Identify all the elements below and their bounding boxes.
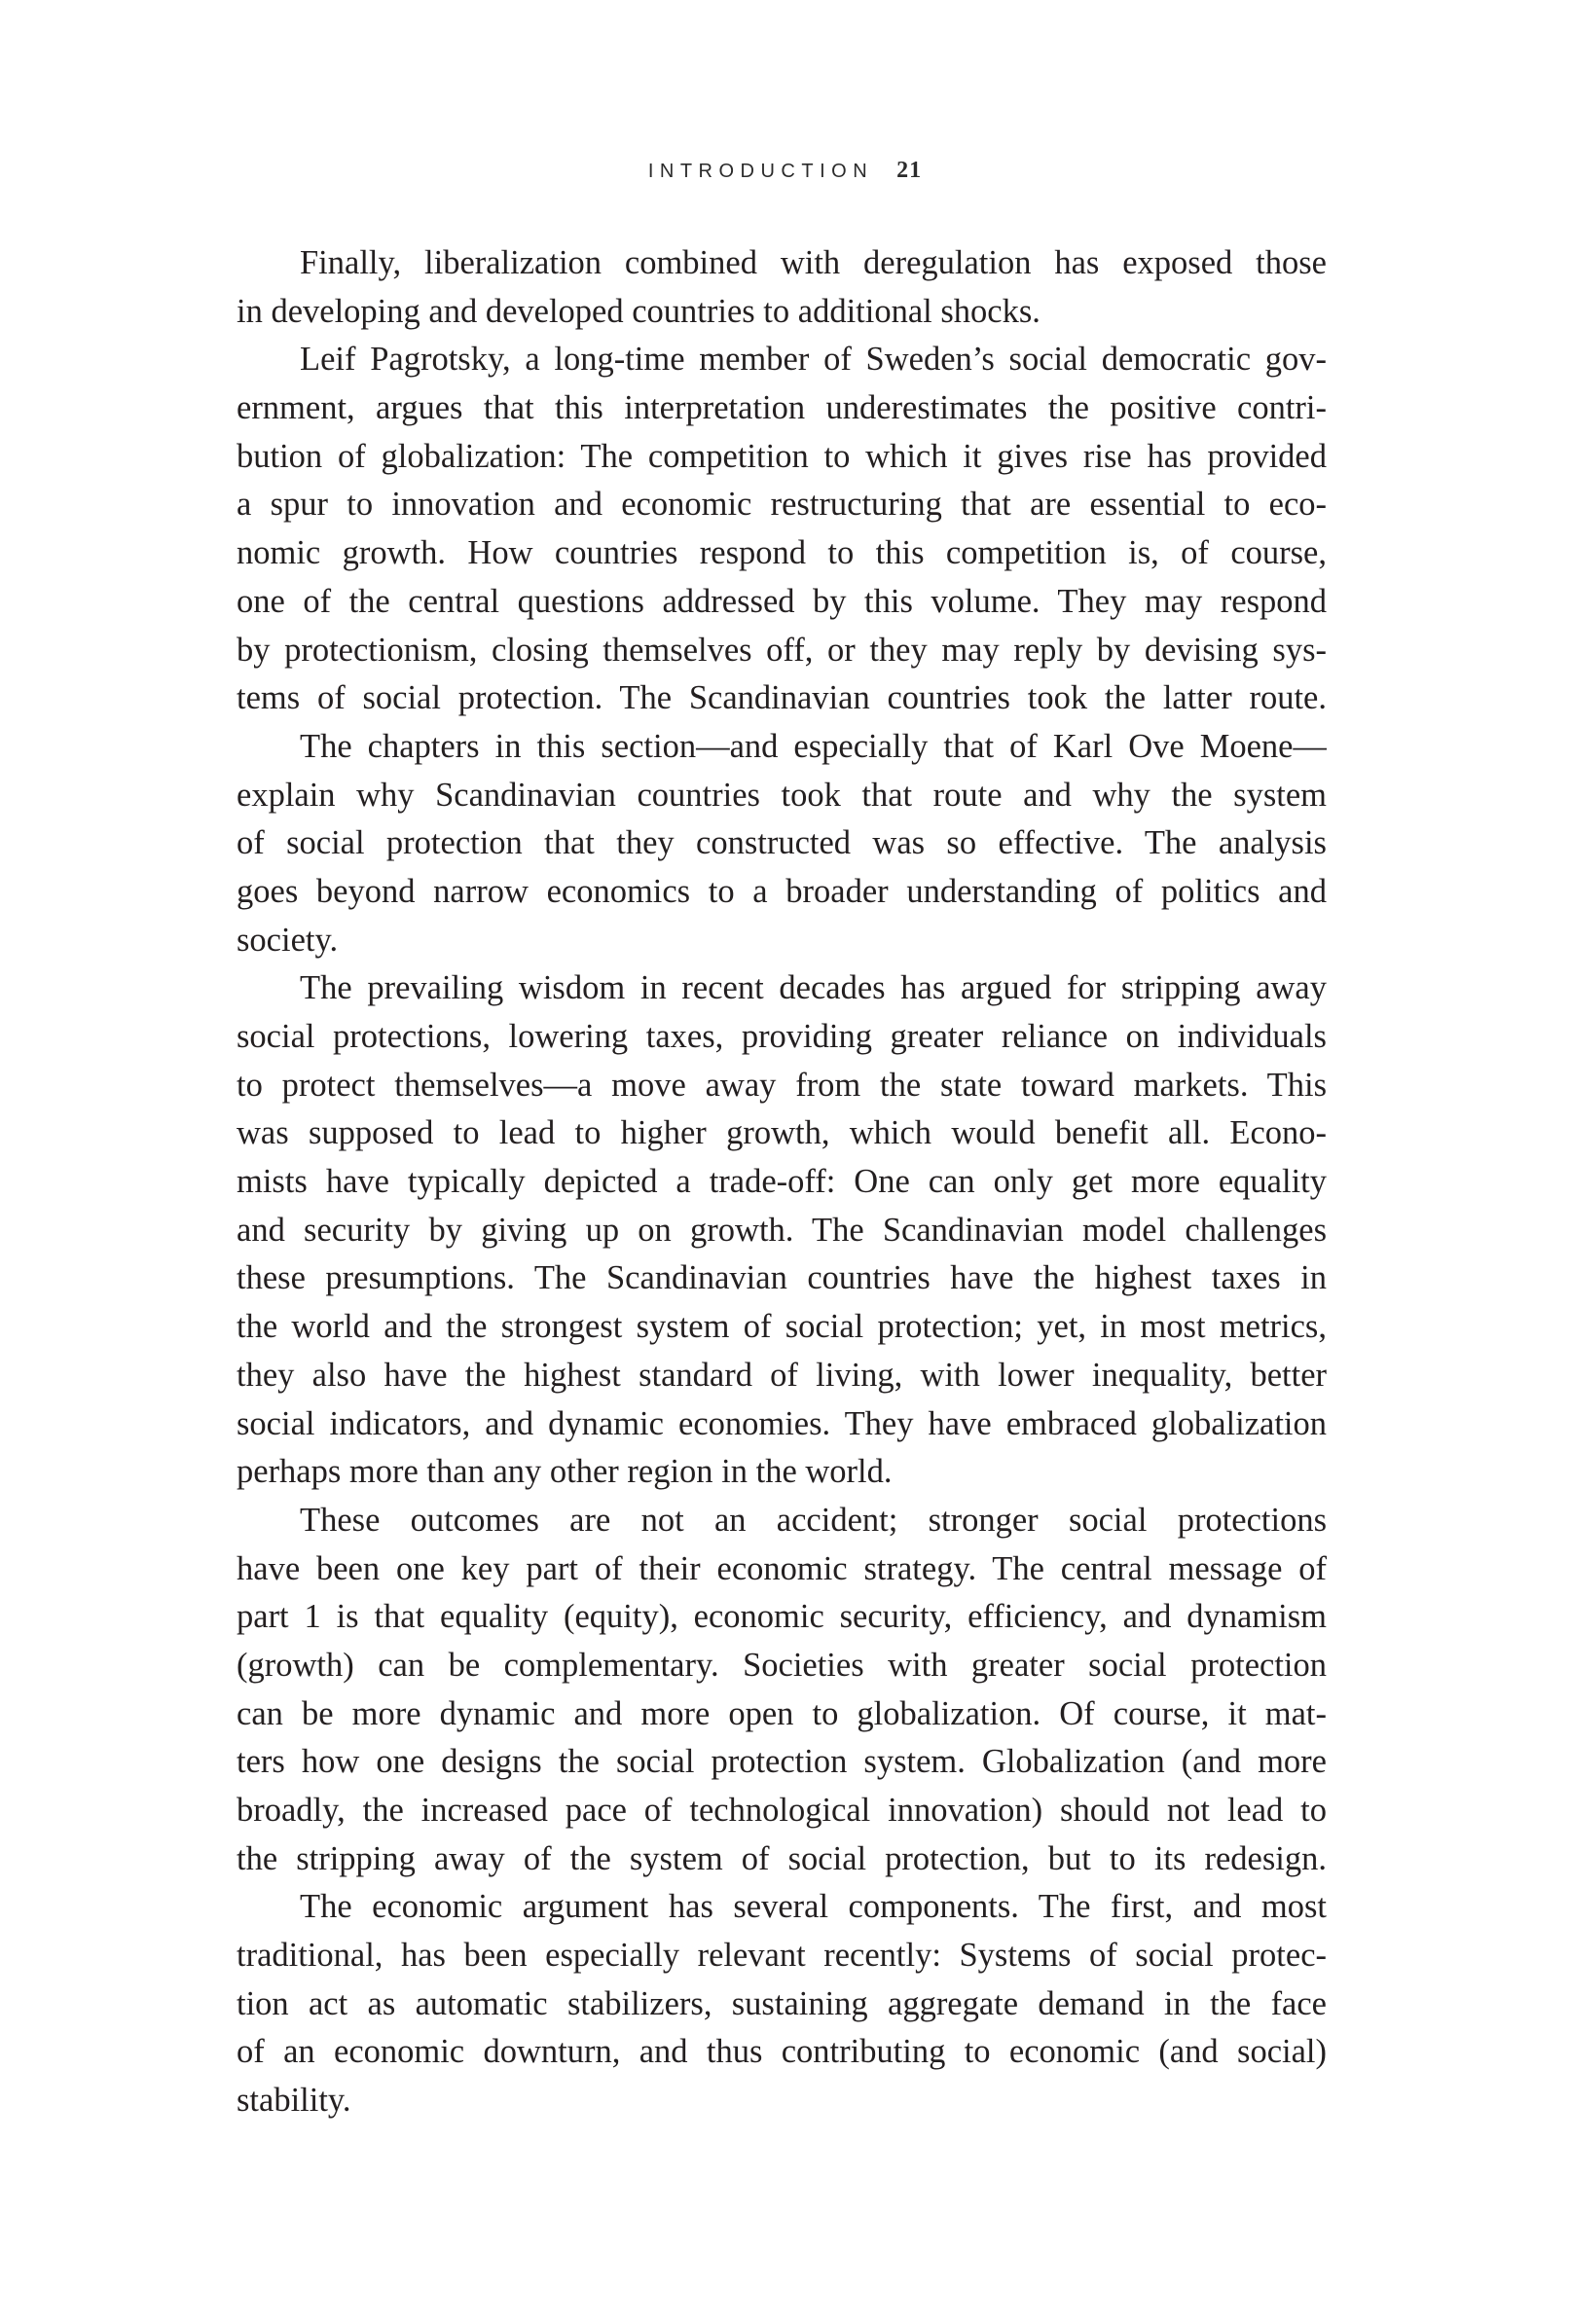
text-line: traditional, has been especially relevant recently: Systems of social protec- xyxy=(237,1937,1327,1975)
text-line: The prevailing wisdom in recent decades has argued for stripping away xyxy=(300,969,1327,1007)
body-text xyxy=(237,239,1327,2125)
text-line: a spur to innovation and economic restructuring that are essential to eco- xyxy=(237,486,1327,524)
paragraph-5 xyxy=(237,1497,1327,1884)
running-head-title: INTRODUCTION xyxy=(647,161,874,182)
text-line: of social protection that they constructed was so effective. The analysis xyxy=(237,824,1327,862)
text-line: nomic growth. How countries respond to this competition is, of course, xyxy=(237,534,1327,572)
text-line: (growth) can be complementary. Societies with greater social protection xyxy=(237,1646,1327,1684)
text-line: broadly, the increased pace of technological innovation) should not lead to xyxy=(237,1792,1327,1829)
text-line: in developing and developed countries to additional shocks. xyxy=(237,292,1041,330)
text-line: goes beyond narrow economics to a broader understanding of politics and xyxy=(237,872,1327,910)
text-line: These outcomes are not an accident; stronger social protections xyxy=(300,1501,1327,1539)
page-number: 21 xyxy=(896,158,923,183)
text-line: they also have the highest standard of living, with lower inequality, better xyxy=(237,1356,1327,1394)
text-line: of an economic downturn, and thus contributing to economic (and social) xyxy=(237,2033,1327,2071)
text-line: was supposed to lead to higher growth, which would benefit all. Econo- xyxy=(237,1114,1327,1152)
text-line: by protectionism, closing themselves off, or they may reply by devising sys- xyxy=(237,631,1327,669)
paragraph-2 xyxy=(237,336,1327,723)
text-line: to protect themselves—a move away from the state toward markets. This xyxy=(237,1066,1327,1104)
text-line: Finally, liberalization combined with deregulation has exposed those xyxy=(300,244,1327,281)
running-head xyxy=(0,156,1570,186)
text-line: stability. xyxy=(237,2082,351,2120)
text-line: tems of social protection. The Scandinavian countries took the latter route. xyxy=(237,679,1327,717)
paragraph-1 xyxy=(237,239,1327,336)
paragraph-6 xyxy=(237,1883,1327,2124)
text-line: Leif Pagrotsky, a long-time member of Sweden’s social democratic gov- xyxy=(300,341,1327,379)
text-line: perhaps more than any other region in the world. xyxy=(237,1453,893,1491)
text-line: bution of globalization: The competition to which it gives rise has provided xyxy=(237,437,1327,475)
text-line: can be more dynamic and more open to globalization. Of course, it mat- xyxy=(237,1694,1327,1732)
text-line: explain why Scandinavian countries took that route and why the system xyxy=(237,776,1327,814)
text-line: the stripping away of the system of social protection, but to its redesign. xyxy=(237,1839,1327,1877)
paragraph-4 xyxy=(237,964,1327,1497)
text-line: have been one key part of their economic strategy. The central message of xyxy=(237,1549,1327,1587)
text-line: the world and the strongest system of social protection; yet, in most metrics, xyxy=(237,1308,1327,1346)
text-line: The economic argument has several components. The first, and most xyxy=(300,1888,1327,1926)
text-line: part 1 is that equality (equity), economic security, efficiency, and dynamism xyxy=(237,1598,1327,1636)
paragraph-3 xyxy=(237,723,1327,964)
text-line: ernment, argues that this interpretation underestimates the positive contri- xyxy=(237,389,1327,427)
text-line: tion act as automatic stabilizers, sustaining aggregate demand in the face xyxy=(237,1984,1327,2022)
text-line: ters how one designs the social protection system. Globalization (and more xyxy=(237,1743,1327,1781)
text-line: society. xyxy=(237,921,339,959)
text-line: social indicators, and dynamic economies. They have embraced globalization xyxy=(237,1404,1327,1442)
text-line: social protections, lowering taxes, providing greater reliance on individuals xyxy=(237,1018,1327,1055)
text-line: The chapters in this section—and especially that of Karl Ove Moene— xyxy=(300,727,1327,765)
text-line: and security by giving up on growth. The Scandinavian model challenges xyxy=(237,1211,1327,1249)
text-line: these presumptions. The Scandinavian countries have the highest taxes in xyxy=(237,1259,1327,1297)
text-line: one of the central questions addressed by this volume. They may respond xyxy=(237,582,1327,620)
text-line: mists have typically depicted a trade-off: One can only get more equality xyxy=(237,1163,1327,1201)
